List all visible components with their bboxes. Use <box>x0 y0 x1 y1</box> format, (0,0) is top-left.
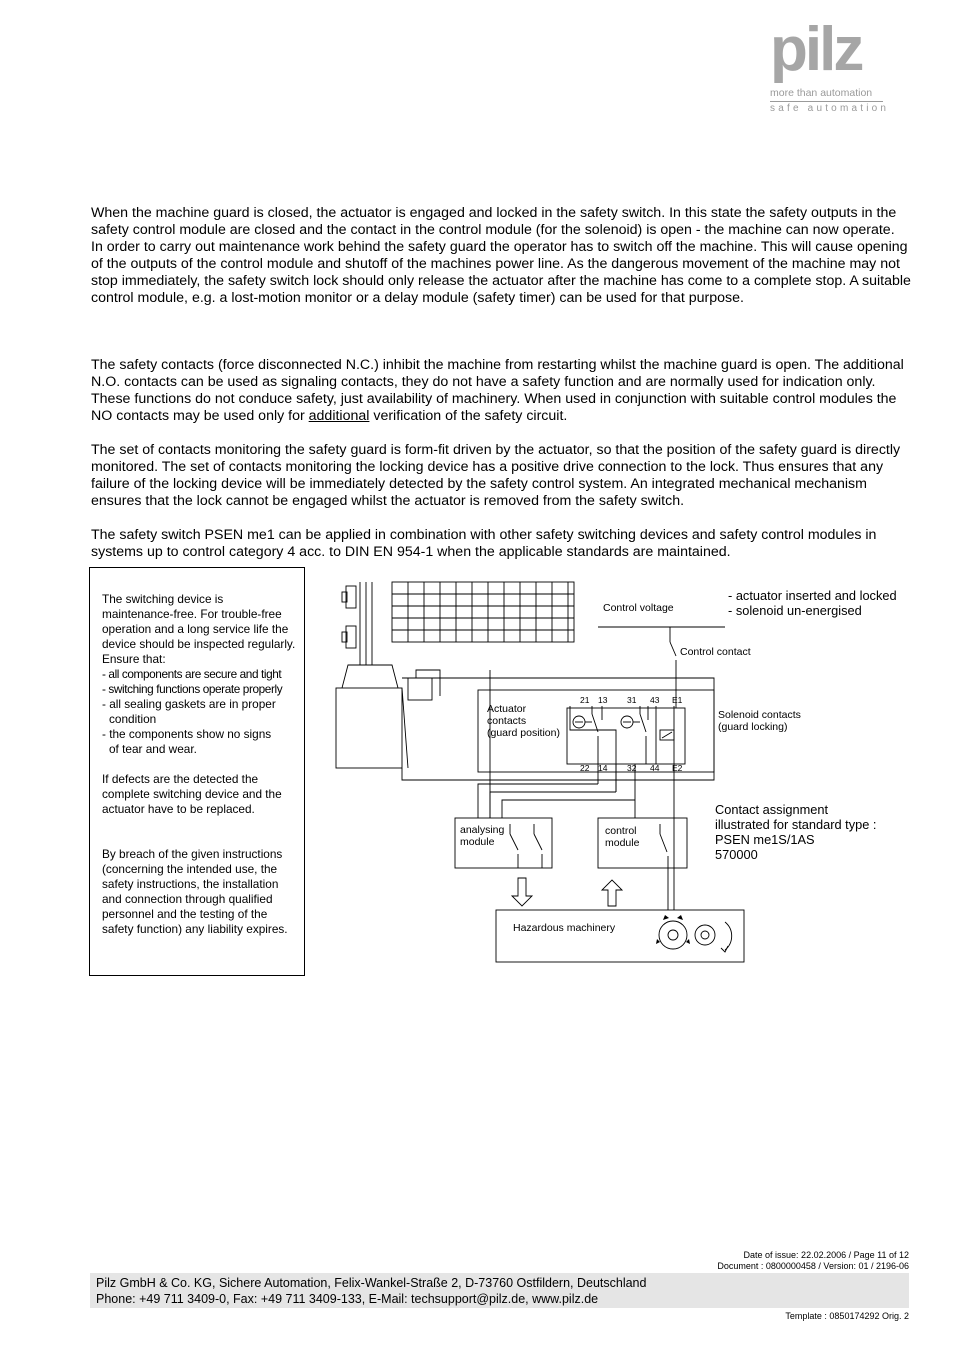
label-solenoid-contacts-2: (guard locking) <box>718 721 788 733</box>
assignment-line-2: illustrated for standard type : <box>715 817 877 832</box>
footer-company: Pilz GmbH & Co. KG, Sichere Automation, Felix-Wankel-Straße 2, D-73760 Ostfildern, Deutschland <box>96 1276 647 1290</box>
logo-rule <box>770 101 883 102</box>
terminal-13: 13 <box>598 695 608 705</box>
wiring-diagram <box>330 570 920 970</box>
hazardous-machinery-box <box>496 910 744 962</box>
terminal-22: 22 <box>580 763 590 773</box>
note-item-4: - the components show no signs <box>102 727 272 741</box>
terminal-21: 21 <box>580 695 590 705</box>
terminal-E2: E2 <box>672 763 683 773</box>
note-item-3: - all sealing gaskets are in proper <box>102 697 276 711</box>
paragraph-operation-b: In order to carry out maintenance work behind the safety guard the operator has to switch off the machine. This will cause opening of the outputs of the control module and shutoff of the machines power line. As the dangerous movement of the machine may not stop immediately, the safety switch lock should only release the actuator after the machine has come to a complete stop. A suitable control module, e.g. a lost-motion monitor or a delay module (safety timer) can be used for that purpose. <box>91 239 911 306</box>
document-version: Document : 0800000458 / Version: 01 / 2196-06 <box>717 1261 909 1271</box>
label-actuator-contacts-2: contacts <box>487 715 527 727</box>
paragraph-safety-contacts-end: verification of the safety circuit. <box>369 408 568 424</box>
issue-date-page: Date of issue: 22.02.2006 / Page 11 of 12 <box>743 1250 909 1260</box>
switch-housing <box>336 688 402 768</box>
guard-grid <box>392 582 574 642</box>
state-line-1: - actuator inserted and locked <box>728 588 897 603</box>
gear-small <box>695 925 715 945</box>
assignment-line-4: 570000 <box>715 847 758 862</box>
paragraph-application: The safety switch PSEN me1 can be applied in combination with other safety switching devices and safety control modules in systems up to control category 4 acc. to DIN EN 954-1 when the applicable standards are maintained. <box>91 527 877 560</box>
label-hazardous-machinery: Hazardous machinery <box>513 922 616 934</box>
gear-large <box>659 921 687 949</box>
paragraph-contact-sets: The set of contacts monitoring the safety guard is form-fit driven by the actuator, so that the position of the safety guard is directly monitored. The set of contacts monitoring the locking device has a positive drive connection to the lock. Thus ensures that any failure of the locking device will be immediately detected by the safety control system. An integrated mechanical mechanism ensures that the lock cannot be engaged whilst the actuator is removed from the safety switch. <box>91 442 901 509</box>
paragraph-operation <box>91 205 911 307</box>
switch-head <box>342 665 398 688</box>
label-control-contact: Control contact <box>680 646 751 658</box>
state-line-2: - solenoid un-energised <box>728 603 862 618</box>
logo-tagline-primary: more than automation <box>770 87 873 99</box>
logo-wordmark: pilz <box>770 15 862 84</box>
footer-contact: Phone: +49 711 3409-0, Fax: +49 711 3409-133, E-Mail: techsupport@pilz.de, www.pilz.de <box>96 1292 599 1306</box>
rotation-arrow <box>725 922 732 950</box>
label-analysing-module-1: analysing <box>460 824 505 836</box>
terminal-31: 31 <box>627 695 637 705</box>
terminal-44: 44 <box>650 763 660 773</box>
terminal-E1: E1 <box>672 695 683 705</box>
terminal-14: 14 <box>598 763 608 773</box>
arrow-down <box>512 878 532 906</box>
arrow-up <box>602 880 622 906</box>
note-item-4-cont: of tear and wear. <box>109 742 197 756</box>
logo-tagline-secondary: safe automation <box>770 103 890 114</box>
pilz-logo <box>770 15 890 114</box>
issue-info <box>717 1250 909 1272</box>
paragraph-safety-contacts-text: The safety contacts (force disconnected N.C.) inhibit the machine from restarting whilst the machine guard is open. The additional N.O. contacts can be used as signaling contacts, they do not have a safety function and are normally used for indication only. These functions do not conduce safety, just availability of machinery. When used in conjunction with suitable control modules the NO contacts may be used only for <box>91 357 904 424</box>
note-intro: The switching device is maintenance-free. For trouble-free operation and a long service life the device should be inspected regularly. Ensure that: <box>102 592 296 666</box>
wiring-diagram-drawing <box>330 570 920 970</box>
assignment-line-1: Contact assignment <box>715 802 829 817</box>
terminal-43: 43 <box>650 695 660 705</box>
actuator <box>408 678 432 700</box>
label-control-voltage: Control voltage <box>603 602 674 614</box>
label-actuator-contacts-1: Actuator <box>487 703 527 715</box>
terminal-32: 32 <box>627 763 637 773</box>
template-id: Template : 0850174292 Orig. 2 <box>785 1311 909 1321</box>
label-solenoid-contacts-1: Solenoid contacts <box>718 709 801 721</box>
note-defects: If defects are the detected the complete switching device and the actuator have to be replaced. <box>102 772 282 816</box>
label-analysing-module-2: module <box>460 836 495 848</box>
label-control-module-2: module <box>605 837 640 849</box>
maintenance-note-box <box>89 567 305 976</box>
label-control-module-1: control <box>605 825 637 837</box>
note-item-2: - switching functions operate properly <box>102 682 283 696</box>
label-actuator-contacts-3: (guard position) <box>487 727 560 739</box>
paragraph-operation-a: When the machine guard is closed, the actuator is engaged and locked in the safety switch. In this state the safety outputs in the safety control module are closed and the contact in the control module (for the solenoid) is open - the machine can now operate. <box>91 205 897 238</box>
footer-bar <box>90 1273 909 1308</box>
paragraph-safety-contacts <box>91 357 911 425</box>
assignment-line-3: PSEN me1S/1AS <box>715 832 815 847</box>
note-item-1: - all components are secure and tight <box>102 667 282 681</box>
underlined-additional: additional <box>308 408 370 424</box>
note-liability: By breach of the given instructions (concerning the intended use, the safety instructions, the installation and connection through qualified personnel and the testing of the safety function) any liability expires. <box>102 847 288 936</box>
note-item-3-cont: condition <box>109 712 157 726</box>
